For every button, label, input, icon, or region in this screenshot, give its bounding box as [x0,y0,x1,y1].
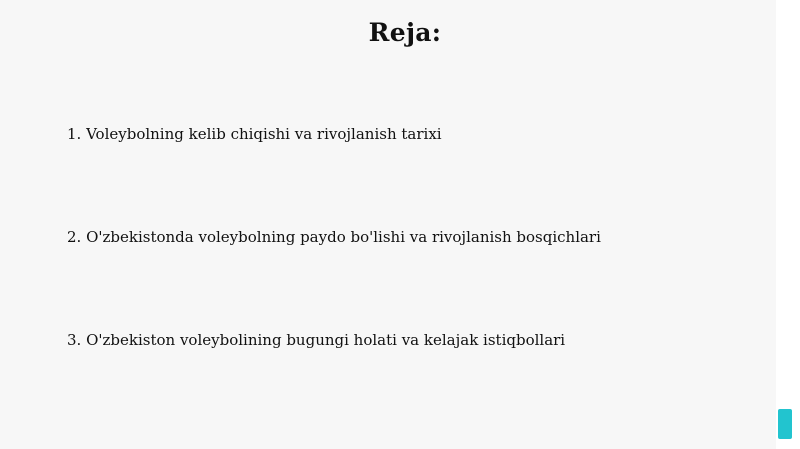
vertical-scrollbar[interactable] [776,0,800,449]
plan-item-2: 2. O'zbekistonda voleybolning paydo bo'lishi va rivojlanish bosqichlari [67,228,601,246]
plan-item-3: 3. O'zbekiston voleybolining bugungi holati va kelajak istiqbollari [67,331,566,349]
slide-title: Reja: [368,18,442,47]
plan-item-1: 1. Voleybolning kelib chiqishi va rivojlanish tarixi [67,125,442,143]
scrollbar-thumb[interactable] [778,409,792,439]
